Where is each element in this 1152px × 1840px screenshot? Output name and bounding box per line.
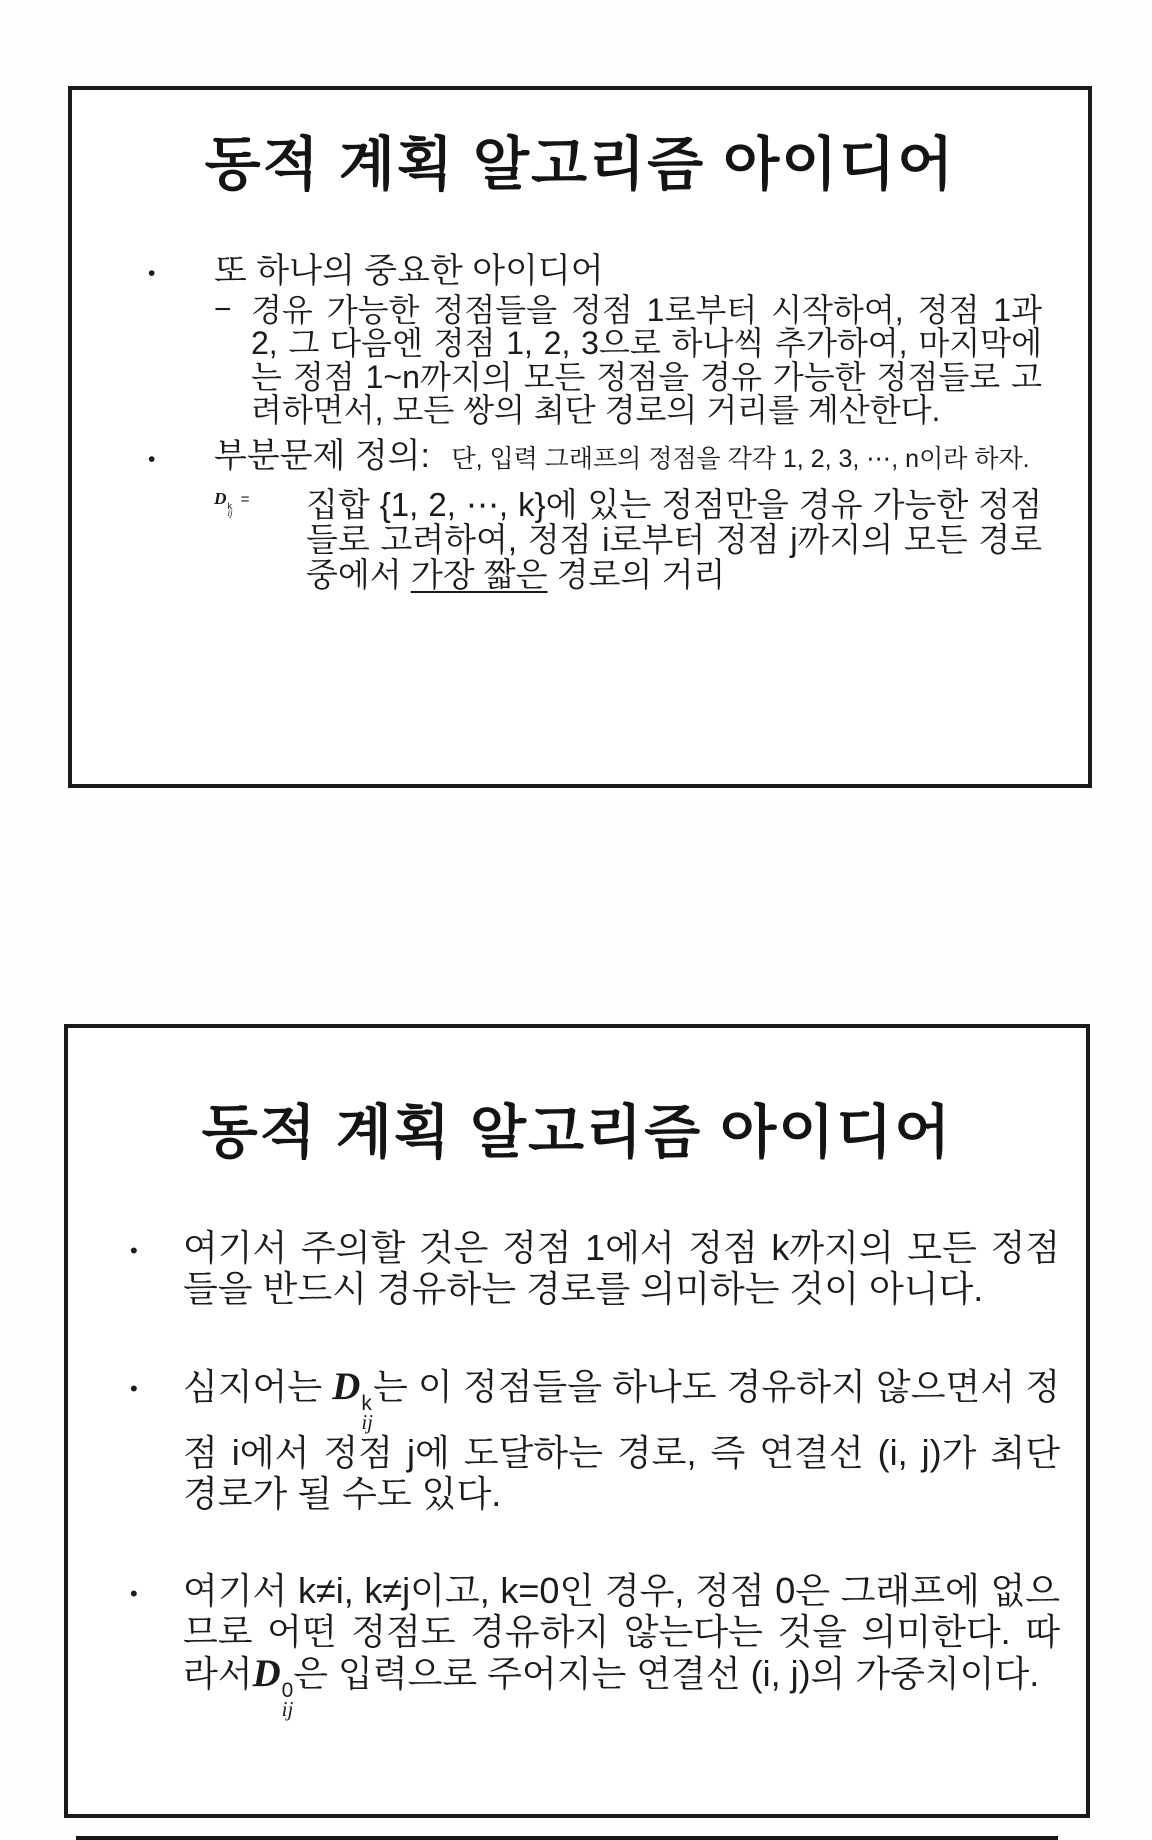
bullet-text	[183, 1570, 1060, 1722]
bullet-text	[214, 439, 1042, 475]
formula-lhs	[214, 487, 306, 519]
bullet-text-post: 는 이 정점들을 하나도 경유하지 않으면서 정점 i에서 정점 j에 도달하는 경로, 즉 연결선 (i, j)가 최단 경로가 될 수도 있다.	[183, 1365, 1060, 1514]
bullet-dot: •	[130, 1375, 138, 1401]
bullet-item	[148, 253, 1042, 290]
dash-marker: −	[214, 293, 232, 327]
sub-bullet-text: 경유 가능한 정점들을 정점 1로부터 시작하여, 정점 1과 2, 그 다음엔 정점 1, 2, 3으로 하나씩 추가하여, 마지막에는 정점 1~n까지의 모든 정점을 경유 가능한 정점들로 고려하면서, 모든 쌍의 최단 경로의 거리를 계산한다.	[251, 292, 1042, 428]
formula-d-ij-k	[214, 488, 233, 520]
bullet-text: 또 하나의 중요한 아이디어	[214, 251, 604, 290]
definition-text-pre: 집합 {1, 2, ⋯, k}에 있는 정점만을 경유 가능한 정점들로 고려하여, 정점 i로부터 정점 j까지의 모든 경로 중에서	[306, 485, 1042, 594]
bullet-dot: •	[148, 448, 156, 472]
bullet-text: 여기서 주의할 것은 정점 1에서 정점 k까지의 모든 정점들을 반드시 경유하는 경로를 의미하는 것이 아니다.	[183, 1226, 1060, 1309]
formula-base: D	[332, 1364, 361, 1408]
subproblem-definition-label: 부분문제 정의:	[214, 437, 430, 476]
slide1-content	[72, 253, 1088, 593]
bullet-item	[148, 439, 1042, 475]
formula-subscript: ij	[227, 509, 233, 520]
bullet-item	[130, 1570, 1060, 1722]
formula-scripts	[281, 1678, 294, 1722]
formula-base: D	[252, 1652, 281, 1696]
slide-1	[68, 86, 1092, 788]
bullet-text-pre: 심지어는	[183, 1365, 333, 1407]
formula-base: D	[214, 488, 227, 508]
formula-definition-text	[306, 487, 1042, 593]
slide1-title: 동적 계획 알고리즘 아이디어	[204, 132, 956, 197]
formula-d-ij-0	[252, 1652, 294, 1722]
formula-superscript: k	[227, 500, 233, 511]
formula-subscript: ij	[361, 1409, 373, 1434]
bullet-text	[183, 1365, 1060, 1514]
slide2-content	[68, 1227, 1086, 1720]
next-slide-cut-edge	[76, 1836, 1058, 1840]
formula-scripts	[227, 502, 232, 519]
formula-superscript: k	[361, 1391, 372, 1415]
formula-d-ij-k	[332, 1364, 373, 1434]
bullet-dot: •	[148, 261, 156, 285]
bullet-dot: •	[130, 1237, 138, 1263]
bullet-text-post: 은 입력으로 주어지는 연결선 (i, j)의 가중치이다.	[293, 1653, 1040, 1695]
definition-text-post: 경로의 거리	[547, 556, 726, 594]
sub-bullet-item	[214, 294, 1042, 427]
formula-superscript: 0	[281, 1678, 294, 1702]
formula-scripts	[361, 1391, 373, 1434]
definition-underlined-phrase: 가장 짧은	[410, 556, 548, 594]
bullet-dot: •	[130, 1581, 138, 1606]
slide-2	[64, 1024, 1090, 1818]
subproblem-definition-note: 단, 입력 그래프의 정점을 각각 1, 2, 3, ⋯, n이라 하자.	[451, 445, 1030, 474]
formula-definition-row	[214, 487, 1042, 593]
bullet-item	[130, 1227, 1060, 1309]
slide2-title: 동적 계획 알고리즘 아이디어	[201, 1100, 953, 1165]
formula-subscript: ij	[281, 1697, 294, 1722]
equals-sign: =	[240, 490, 250, 508]
bullet-item	[130, 1365, 1060, 1514]
bullet-text-pre: 여기서 k≠i, k≠j이고, k=0인 경우, 정점 0은 그래프에 없으므로 어떤 정점도 경유하지 않는다는 것을 의미한다. 따라서	[183, 1570, 1060, 1695]
